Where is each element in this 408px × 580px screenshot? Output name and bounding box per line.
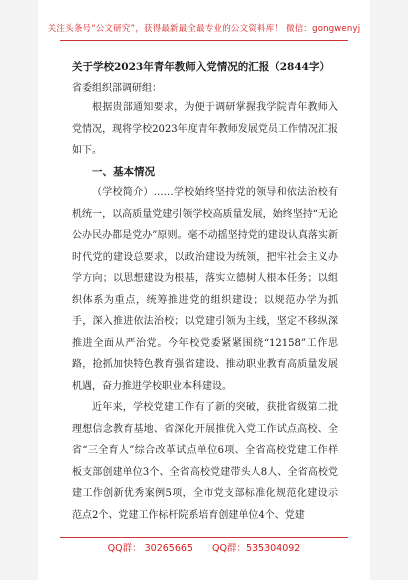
- section-heading: 一、基本情况: [92, 166, 155, 178]
- document-page: [38, 0, 370, 580]
- header-banner: 关注头条号“公文研究”，获得最新最全最专业的公文资料库！ 微信：gongwenyj: [47, 24, 361, 34]
- header-divider: [60, 40, 348, 41]
- body-block: [72, 182, 338, 526]
- footer-qq-group-1: QQ群： 30265665: [107, 543, 193, 554]
- footer-divider: [60, 537, 348, 538]
- footer-qq-group-2: QQ群：535304092: [212, 543, 301, 554]
- body-paragraph-1: （学校简介）……学校始终坚持党的领导和依法治校有机统一，以高质量党建引领学校高质量发展，始终坚持“无论公办民办都是党办”原则。毫不动摇坚持党的建设认真落实新时代党的建设总要求，以政治建设为统领，把牢社会主义办学方向；以思想建设为根基，落实立德树人根本任务；以组织体系为重点，统筹推进党的组织建设；以规范办学为抓手，深入推进依法治校；以党建引领为主线，坚定不移纵深推进全面从严治党。今年校党委紧紧围绕“12158”工作思路，抢抓加快特色教育强省建设、推动职业教育高质量发展机遇，奋力推进学校职业本科建设。: [72, 187, 338, 392]
- body-paragraph-2: 近年来，学校党建工作有了新的突破，获批省级第二批理想信念教育基地、省深化开展推优入党工作试点高校、全省“三全育人”综合改革试点单位6项、全省高校党建工作样板支部创建单位3个、全省高校党建带头人8人、全省高校党建工作创新优秀案例5项，全市党支部标准化规范化建设示范点2个、党建工作标杆院系培育创建单位4个、党建: [72, 402, 338, 521]
- footer: [38, 540, 370, 554]
- intro-block: [72, 97, 338, 162]
- document-title: 关于学校2023年青年教师入党情况的汇报（2844字）: [72, 61, 330, 73]
- salutation: 省委组织部调研组：: [72, 83, 162, 94]
- intro-paragraph: 根据贵部通知要求，为便于调研掌握我学院青年教师入党情况，现将学校2023年度青年教师发展党员工作情况汇报如下。: [72, 102, 338, 156]
